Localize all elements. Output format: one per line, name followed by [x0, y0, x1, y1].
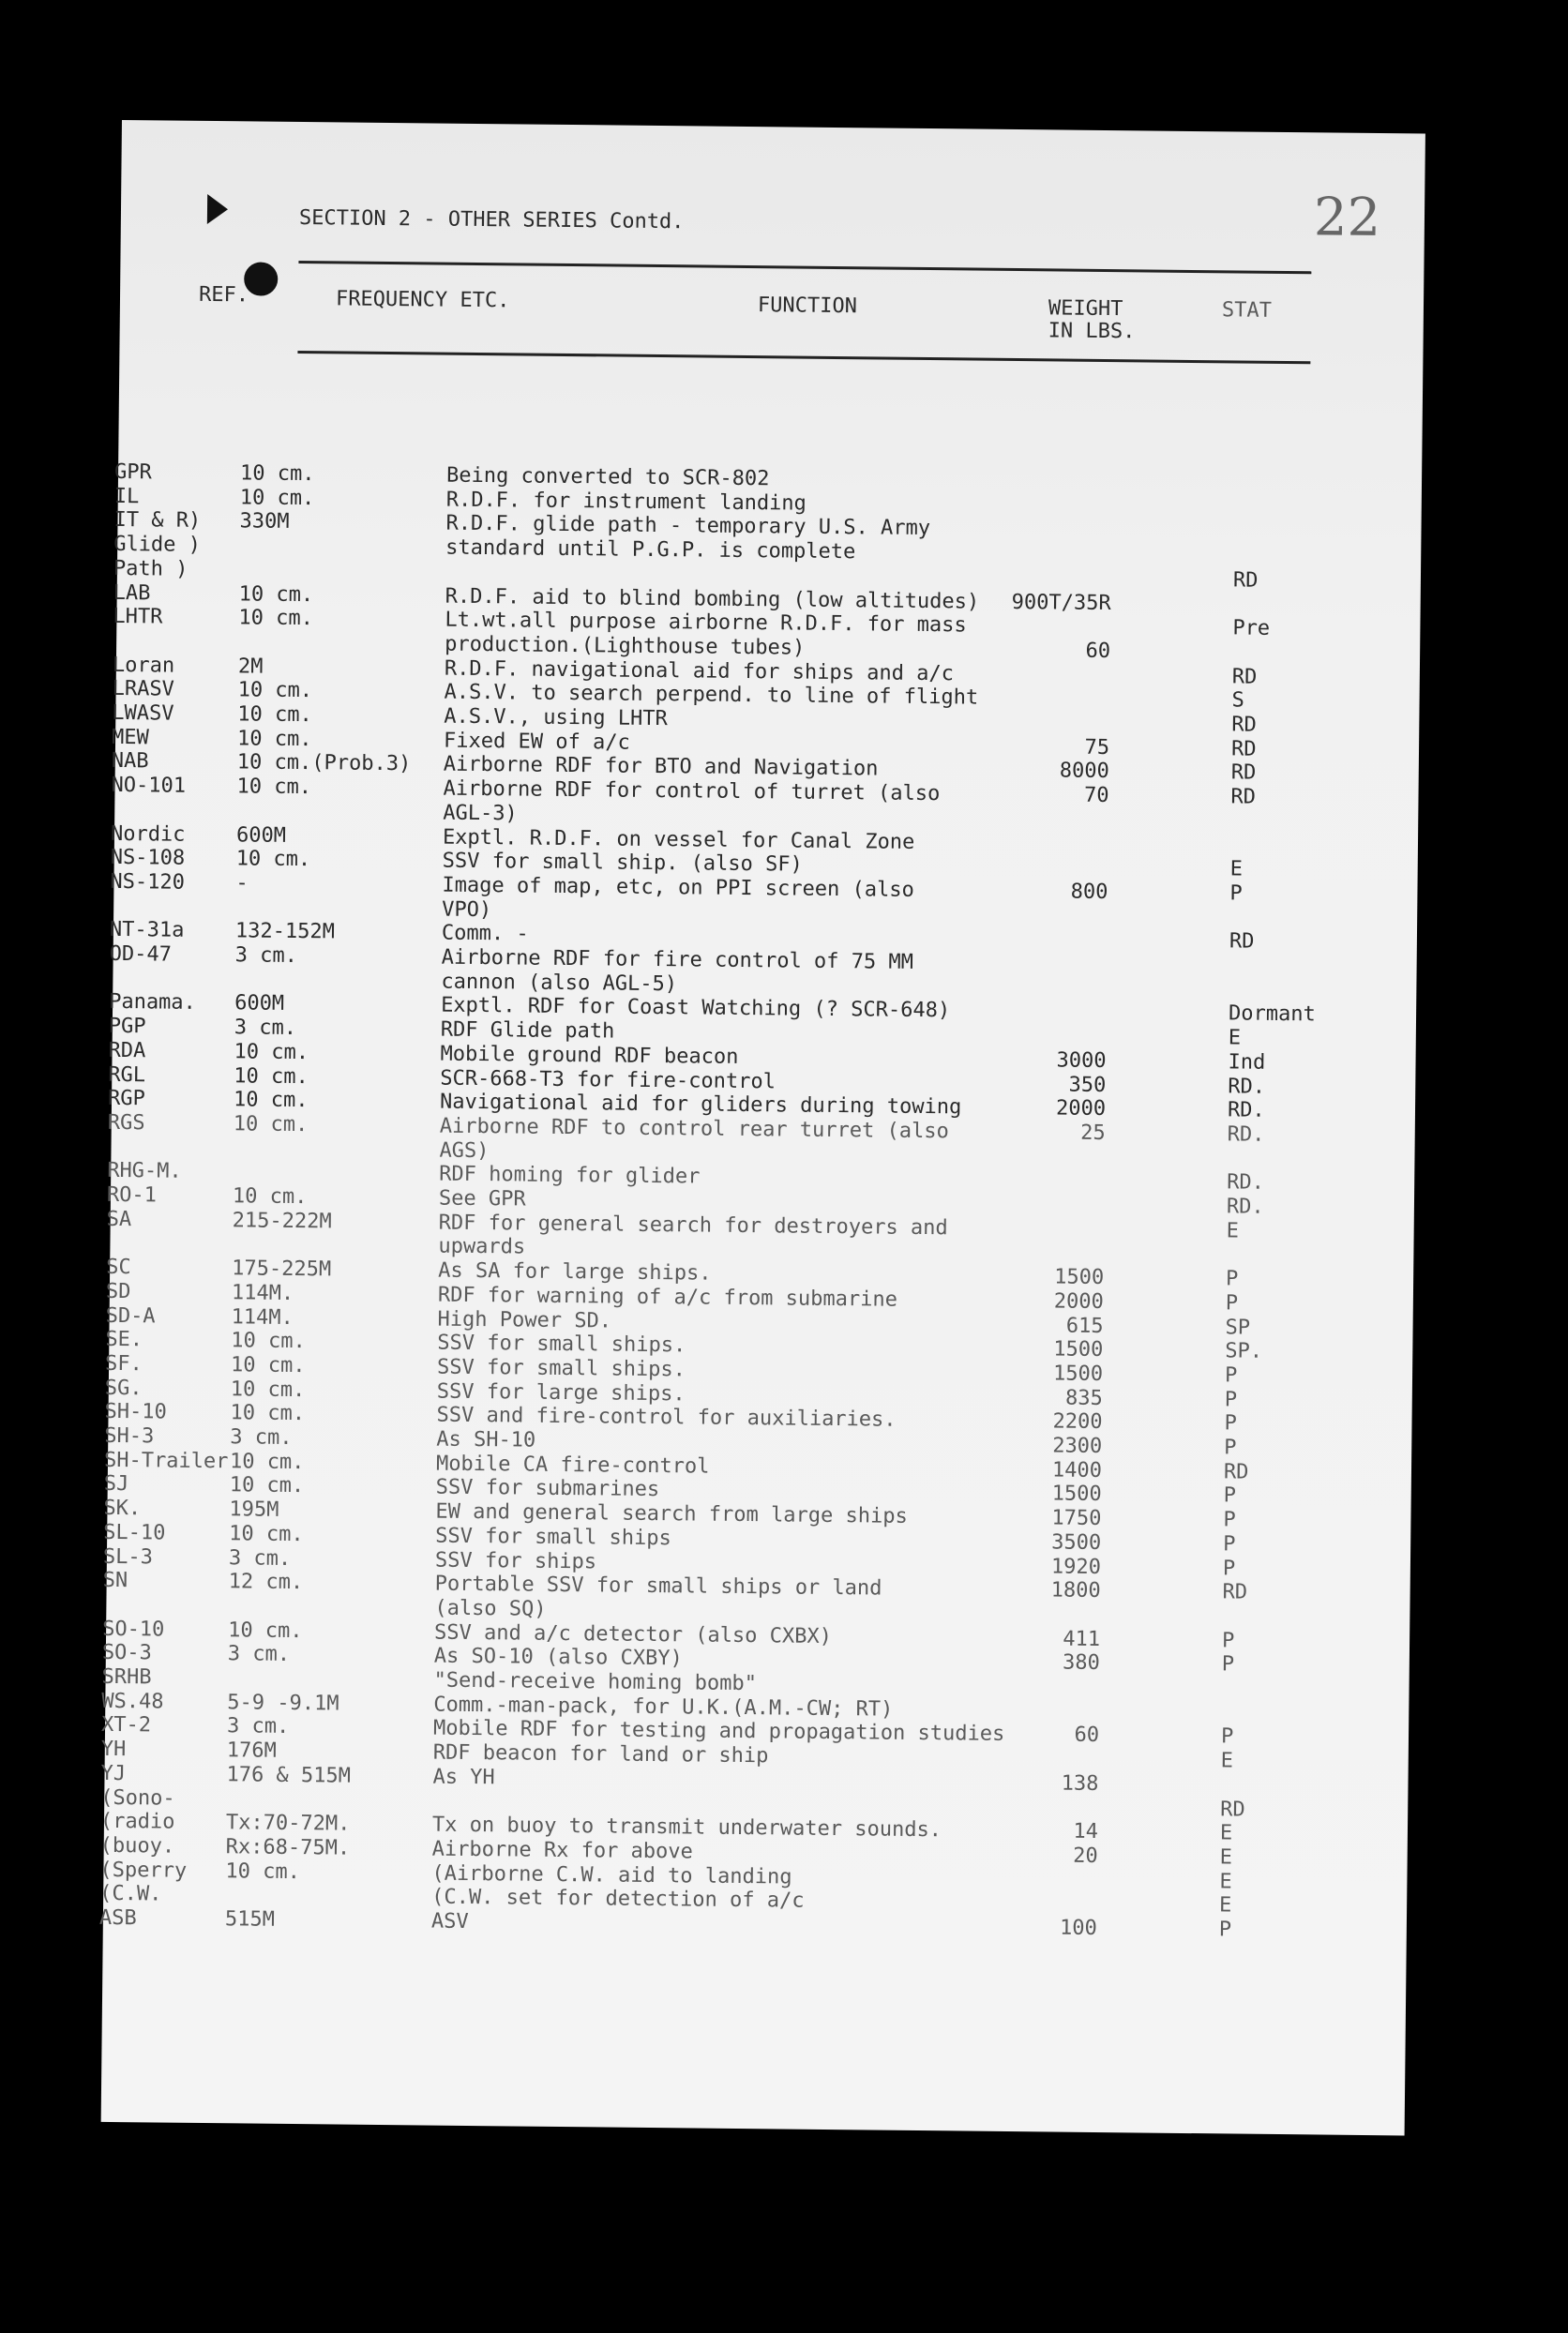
row-func: SSV for submarines [435, 1475, 660, 1502]
header-function: FUNCTION [757, 294, 858, 319]
row-ref: LRASV [112, 677, 175, 701]
row-status: P [1224, 1363, 1238, 1388]
row-freq: 3 cm. [234, 1016, 297, 1041]
row-freq: 114M. [231, 1281, 294, 1305]
row-status: RD. [1228, 1074, 1266, 1099]
page-number: 22 [1313, 187, 1381, 249]
row-status: P [1229, 881, 1243, 906]
row-ref: LAB [113, 580, 151, 605]
row-freq: 215-222M [232, 1208, 332, 1234]
row-freq: 3 cm. [234, 943, 298, 969]
row-freq: 2M [237, 654, 264, 679]
row-freq: 3 cm. [227, 1642, 291, 1667]
row-ref: MEW [111, 725, 149, 750]
row-func: Airborne RDF for BTO and Navigation [443, 753, 879, 781]
row-ref: SG. [104, 1376, 143, 1400]
row-func: SSV and a/c detector (also CXBX) [433, 1620, 833, 1648]
section-title: SECTION 2 - OTHER SERIES Contd. [298, 205, 685, 234]
row-ref: (Sono- [100, 1785, 175, 1811]
row-freq: 10 cm. [234, 1063, 309, 1089]
row-ref: NAB [111, 749, 149, 774]
row-freq: 10 cm. [238, 581, 314, 607]
row-status: SP. [1225, 1339, 1263, 1363]
row-ref: RHG-M. [107, 1159, 182, 1184]
row-status: P [1224, 1411, 1237, 1436]
row-status: RD. [1227, 1122, 1265, 1147]
row-func: As SO-10 (also CXBY) [433, 1644, 683, 1671]
row-status: P [1223, 1532, 1236, 1557]
header-status: STAT [1221, 298, 1273, 323]
row-func: High Power SD. [437, 1307, 612, 1333]
row-weight: 835 [1064, 1386, 1103, 1410]
row-status: RD [1220, 1797, 1245, 1822]
row-func: Portable SSV for small ships or land [434, 1572, 882, 1601]
row-freq: 10 cm. [234, 1040, 309, 1064]
row-func: cannon (also AGL-5) [441, 970, 678, 996]
row-func: "Send-receive homing bomb" [433, 1668, 758, 1696]
row-status: E [1219, 1869, 1232, 1894]
row-ref: SN [102, 1569, 128, 1593]
row-func: RDF homing for glider [439, 1162, 701, 1189]
row-weight: 25 [1080, 1121, 1106, 1145]
row-ref: SK. [103, 1496, 142, 1521]
row-func: (also SQ) [434, 1596, 547, 1621]
row-func: R.D.F. aid to blind bombing (low altitudes) [445, 584, 980, 614]
row-func: ASV [430, 1909, 469, 1934]
header-frequency: FREQUENCY ETC. [335, 287, 510, 313]
row-func: R.D.F. for instrument landing [445, 488, 807, 516]
row-ref: YJ [100, 1761, 127, 1785]
header-ref: REF. [198, 282, 249, 308]
row-weight: 411 [1063, 1627, 1101, 1651]
row-status: E [1229, 857, 1244, 881]
row-func: SSV for small ships. [436, 1355, 686, 1382]
row-func: Image of map, etc, on PPI screen (also [442, 873, 914, 902]
row-weight: 3000 [1056, 1048, 1107, 1073]
row-func: Mobile CA fire-control [435, 1452, 710, 1479]
row-func: SSV for small ships [435, 1524, 671, 1551]
row-weight: 2000 [1055, 1096, 1107, 1121]
row-freq: 10 cm. [236, 727, 312, 751]
row-func: R.D.F. glide path - temporary U.S. Army [445, 512, 931, 541]
row-ref: SA [106, 1207, 132, 1231]
row-status: RD [1222, 1580, 1248, 1604]
row-freq: 10 cm. [236, 775, 312, 800]
row-ref: YH [100, 1737, 127, 1762]
row-status: RD [1229, 929, 1255, 954]
row-func: (C.W. set for detection of a/c [431, 1885, 805, 1914]
row-status: RD [1230, 760, 1257, 786]
row-freq: 330M [239, 509, 290, 534]
row-freq: 10 cm. [233, 1112, 309, 1137]
row-ref: SH-3 [104, 1423, 155, 1449]
row-freq: 10 cm. [232, 1184, 308, 1210]
header-rule-top [298, 261, 1311, 274]
row-freq: 176 & 515M [226, 1763, 352, 1788]
row-weight: 1920 [1050, 1554, 1102, 1579]
row-status: RD. [1226, 1195, 1264, 1219]
row-status: P [1221, 1628, 1235, 1653]
row-freq: 10 cm. [239, 461, 315, 487]
row-ref: SD-A [105, 1303, 156, 1328]
row-func: RDF Glide path [440, 1017, 615, 1044]
row-freq: Rx:68-75M. [225, 1835, 351, 1860]
row-func: standard until P.G.P. is complete [445, 535, 856, 564]
row-freq: 195M [229, 1498, 279, 1522]
row-ref: NS-120 [110, 869, 186, 895]
row-weight: 1500 [1051, 1482, 1102, 1507]
row-status: RD [1223, 1460, 1249, 1484]
row-func: Comm.-man-pack, for U.K.(A.M.-CW; RT) [433, 1693, 894, 1722]
arrow-mark [207, 194, 228, 224]
row-freq: 114M. [231, 1304, 294, 1330]
row-status: P [1222, 1556, 1236, 1581]
row-func: AGS) [439, 1138, 490, 1163]
row-ref: (radio [99, 1810, 175, 1834]
row-func: SSV for large ships. [436, 1379, 686, 1406]
row-weight: 1500 [1054, 1265, 1105, 1290]
row-weight: 350 [1068, 1073, 1107, 1097]
row-ref: SO-10 [102, 1617, 165, 1642]
row-ref: Glide ) [113, 533, 202, 557]
row-func: Airborne RDF for control of turret (also [443, 776, 941, 806]
row-weight: 800 [1070, 880, 1108, 904]
row-freq: 10 cm. [233, 1088, 309, 1113]
row-freq: 10 cm. [237, 678, 313, 703]
row-weight: 1800 [1050, 1578, 1101, 1603]
row-freq: 10 cm. [228, 1618, 303, 1643]
row-func: Exptl. RDF for Coast Watching (? SCR-648) [440, 994, 951, 1023]
row-freq: 3 cm. [226, 1714, 290, 1739]
row-freq: 10 cm. [229, 1522, 304, 1546]
row-weight: 60 [1074, 1723, 1100, 1748]
row-weight: 2000 [1053, 1289, 1104, 1314]
row-status: E [1220, 1749, 1234, 1773]
row-status: E [1226, 1219, 1240, 1243]
row-ref: SRHB [101, 1664, 152, 1690]
row-freq: 10 cm. [235, 847, 311, 872]
row-func: A.S.V. to search perpend. to line of flight [444, 680, 979, 710]
row-weight: 615 [1065, 1314, 1104, 1338]
row-freq: 10 cm.(Prob.3) [236, 750, 412, 776]
row-status: S [1231, 688, 1244, 713]
row-status: E [1219, 1845, 1233, 1870]
row-func: Mobile ground RDF beacon [440, 1042, 739, 1069]
row-func: upwards [438, 1234, 526, 1259]
row-status: P [1225, 1267, 1239, 1291]
row-status: P [1218, 1918, 1232, 1942]
row-freq: 10 cm. [230, 1401, 306, 1426]
row-ref: SL-10 [103, 1520, 166, 1545]
row-func: As SA for large ships. [438, 1258, 712, 1286]
row-weight: 8000 [1059, 759, 1109, 784]
row-ref: XT-2 [100, 1713, 152, 1738]
row-freq: 176M [226, 1738, 277, 1763]
row-func: Being converted to SCR-802 [445, 463, 770, 491]
row-func: R.D.F. navigational aid for ships and a/c [444, 656, 955, 685]
row-func: Mobile RDF for testing and propagation studies [432, 1716, 1005, 1747]
row-ref: SC [106, 1255, 131, 1280]
row-freq: 10 cm. [230, 1377, 306, 1402]
row-freq: 10 cm. [237, 702, 312, 728]
row-status: RD [1231, 665, 1258, 689]
row-ref: NT-31a [109, 918, 185, 943]
row-ref: (C.W. [99, 1882, 162, 1906]
row-ref: SE. [105, 1328, 143, 1352]
row-func: RDF for warning of a/c from submarine [437, 1283, 898, 1312]
row-func: As SH-10 [436, 1427, 536, 1452]
row-weight: 70 [1083, 783, 1109, 808]
row-func: SSV for ships [434, 1548, 597, 1573]
row-status: P [1223, 1483, 1237, 1508]
row-freq: 3 cm. [230, 1425, 293, 1450]
row-status: RD [1230, 737, 1257, 761]
row-func: Tx on buoy to transmit underwater sounds. [431, 1813, 942, 1843]
row-ref: RGS [107, 1110, 145, 1136]
row-status: RD [1231, 713, 1257, 737]
row-freq: 515M [224, 1907, 276, 1932]
row-weight: 14 [1073, 1819, 1099, 1844]
row-freq: 10 cm. [238, 606, 314, 631]
row-freq: 10 cm. [239, 486, 315, 510]
row-status: Dormant [1228, 1001, 1316, 1027]
row-func: As YH [432, 1765, 495, 1790]
row-freq: 600M [235, 822, 287, 848]
row-ref: SO-3 [101, 1641, 152, 1665]
row-ref: PGP [108, 1014, 146, 1039]
row-func: Airborne Rx for above [431, 1837, 693, 1864]
row-weight: 60 [1085, 639, 1111, 663]
row-weight: 1400 [1051, 1458, 1103, 1483]
row-ref: RGL [108, 1062, 146, 1087]
row-status: P [1224, 1387, 1238, 1412]
header-weight-1: WEIGHT [1048, 296, 1123, 322]
row-ref: IT & R) [113, 508, 202, 534]
row-status: P [1220, 1724, 1234, 1749]
row-weight: 380 [1062, 1650, 1100, 1676]
row-func: Navigational aid for gliders during towing [439, 1090, 962, 1120]
row-func: Exptl. R.D.F. on vessel for Canal Zone [442, 825, 915, 854]
row-ref: NO-101 [111, 774, 187, 798]
punch-hole-mark [244, 262, 278, 295]
row-func: SSV for small ship. (also SF) [442, 849, 803, 877]
row-ref: Loran [112, 653, 175, 678]
row-func: EW and general search from large ships [435, 1499, 908, 1528]
row-status: E [1218, 1893, 1232, 1918]
row-weight: 138 [1061, 1771, 1099, 1796]
row-freq: 175-225M [232, 1257, 332, 1282]
row-status: P [1225, 1291, 1239, 1316]
row-status: SP [1225, 1315, 1251, 1340]
row-freq: 10 cm. [225, 1859, 301, 1884]
row-func: Lt.wt.all purpose airborne R.D.F. for mass [445, 608, 967, 638]
row-weight: 3500 [1051, 1530, 1102, 1555]
row-status: RD [1230, 785, 1257, 809]
row-func: AGL-3) [443, 801, 518, 826]
row-status: P [1221, 1652, 1235, 1677]
row-freq: 10 cm. [230, 1353, 306, 1378]
row-func: (Airborne C.W. aid to landing [431, 1861, 792, 1889]
row-func: production.(Lighthouse tubes) [445, 632, 806, 660]
row-freq: 132-152M [234, 919, 336, 944]
row-ref: Path ) [113, 556, 188, 581]
row-ref: ASB [98, 1905, 137, 1931]
document-page [98, 120, 1425, 2135]
row-weight: 2200 [1052, 1409, 1103, 1435]
row-freq: 12 cm. [228, 1570, 304, 1595]
row-ref: SH-10 [104, 1400, 167, 1424]
row-ref: NS-108 [110, 846, 186, 870]
row-weight: 1500 [1052, 1362, 1104, 1386]
row-freq: 600M [234, 991, 285, 1016]
row-ref: (buoy. [99, 1833, 175, 1859]
row-status: RD [1232, 568, 1259, 593]
row-weight: 20 [1073, 1844, 1098, 1868]
row-status: E [1228, 1026, 1242, 1050]
row-weight: 900T/35R [1011, 590, 1111, 615]
row-status: E [1219, 1821, 1233, 1845]
row-weight: 100 [1059, 1916, 1097, 1940]
row-status: RD. [1227, 1098, 1265, 1123]
header-weight-2: IN LBS. [1048, 319, 1136, 344]
row-func: SSV for small ships. [437, 1331, 686, 1358]
row-weight: 75 [1084, 735, 1110, 760]
row-freq: Tx:70-72M. [225, 1811, 351, 1836]
row-func: RDF beacon for land or ship [432, 1740, 769, 1769]
row-ref: SJ [103, 1472, 129, 1497]
row-ref: RO-1 [106, 1182, 158, 1208]
row-status: Pre [1232, 616, 1271, 641]
row-ref: WS.48 [101, 1689, 164, 1714]
row-ref: (Sperry [99, 1858, 188, 1883]
row-ref: GPR [113, 459, 152, 485]
row-ref: LWASV [112, 700, 174, 726]
row-status: RD. [1227, 1170, 1265, 1196]
row-weight: 1500 [1053, 1337, 1104, 1362]
row-freq: 10 cm. [229, 1449, 305, 1474]
row-freq: 10 cm. [229, 1473, 305, 1498]
row-ref: SF. [104, 1351, 143, 1377]
row-ref: IL [113, 484, 140, 508]
header-rule-bottom [297, 351, 1310, 364]
row-freq: 10 cm. [231, 1329, 306, 1354]
row-ref: Panama. [109, 990, 196, 1016]
row-func: Fixed EW of a/c [443, 729, 630, 755]
row-ref: RDA [108, 1038, 146, 1063]
row-ref: SH-Trailer [103, 1448, 229, 1473]
row-ref: RGP [107, 1087, 145, 1111]
row-freq: - [235, 871, 249, 896]
row-func: SCR-668-T3 for fire-control [440, 1066, 776, 1093]
row-func: A.S.V., using LHTR [444, 704, 668, 731]
row-ref: Nordic [110, 821, 186, 847]
row-ref: SD [105, 1279, 131, 1303]
row-func: Airborne RDF for fire control of 75 MM [441, 945, 914, 974]
row-freq: 5-9 -9.1M [227, 1690, 339, 1716]
row-func: SSV and fire-control for auxiliaries. [436, 1403, 897, 1433]
row-func: Airborne RDF to control rear turret (also [439, 1114, 949, 1144]
row-freq: 3 cm. [228, 1545, 292, 1571]
row-ref: OD-47 [109, 941, 173, 967]
row-weight: 1750 [1051, 1506, 1102, 1531]
row-ref: SL-3 [102, 1544, 154, 1569]
row-weight: 2300 [1052, 1434, 1103, 1459]
row-func: Comm. - [441, 921, 529, 946]
row-func: RDF for general search for destroyers and [438, 1211, 948, 1240]
row-status: P [1223, 1508, 1236, 1532]
row-func: VPO) [442, 897, 492, 922]
row-ref: LHTR [113, 605, 163, 629]
row-status: P [1224, 1436, 1237, 1460]
row-status: Ind [1228, 1050, 1266, 1075]
row-func: See GPR [438, 1186, 526, 1212]
